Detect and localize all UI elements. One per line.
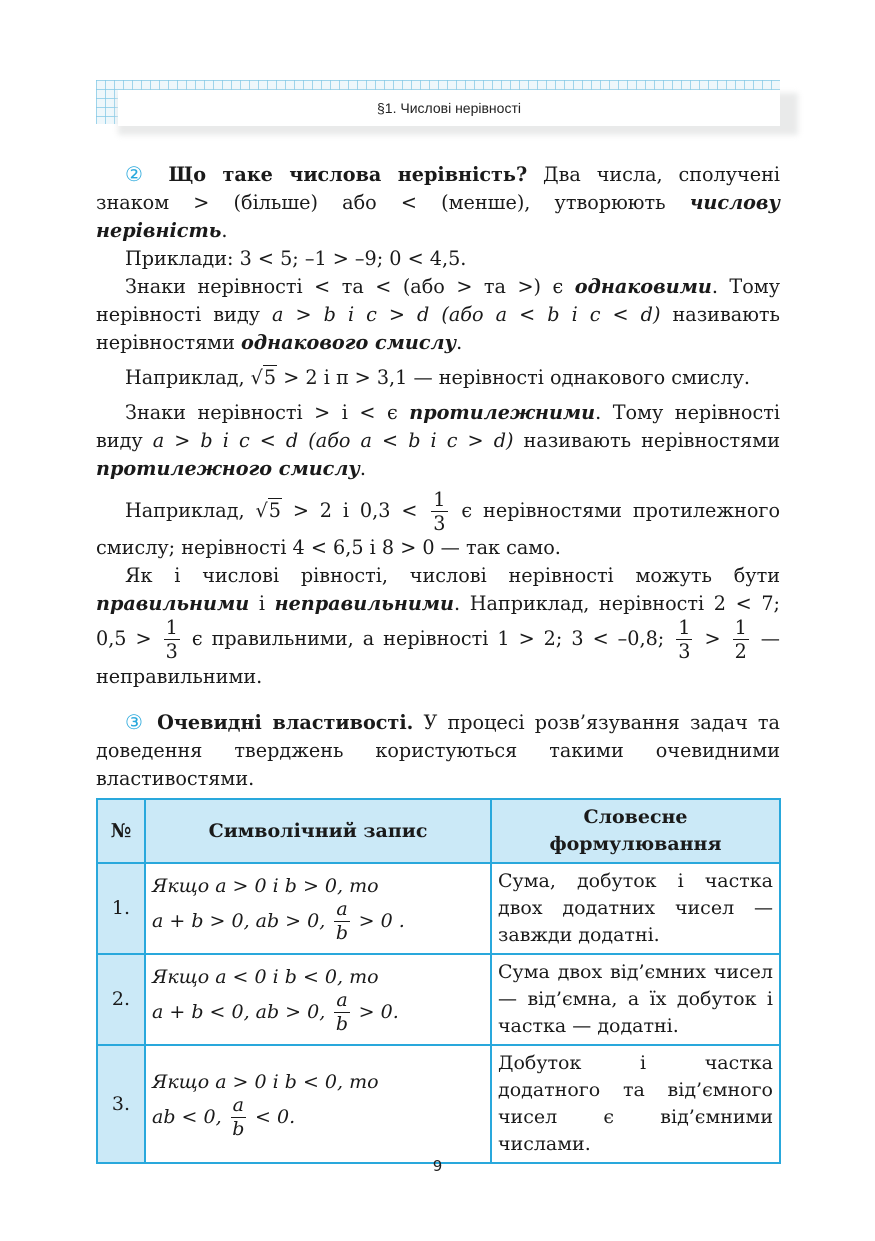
symbolic-cell: Якщо a > 0 і b < 0, то ab < 0, $\frac{a}{b}$ < 0. [145, 1045, 491, 1163]
verbal-cell: Добуток і частка додатного та від’ємного чисел є від’ємними числами. [491, 1045, 780, 1163]
paragraph-true-false: Як і числові рівності, числові нерівності можуть бути правильними і неправильними. Наприклад, нерівності 2 < 7; 0,5 > $\frac{1}{3}$ є правильними, а нерівності 1 > 2; 3 < –0,8; $\frac{1}{3}$ > $\frac{1}{2}$ — неправильними. [96, 564, 780, 688]
fraction: $\frac{1}{2}$ [734, 616, 747, 664]
paragraph-example-same: Наприклад, √5 > 2 і π > 3,1 — нерівності однакового смислу. [96, 364, 780, 392]
paragraph-examples: Приклади: 3 < 5; –1 > –9; 0 < 4,5. [125, 247, 467, 270]
table-row [97, 1045, 780, 1163]
page-number: 9 [432, 1157, 443, 1175]
paragraph-same-sense: Знаки нерівності < та < (або > та >) є однаковими. Тому нерівності виду a > b і c > d (або a < b і c < d) називають нерівностями однакового смислу. [96, 275, 780, 354]
fraction: $\frac{1}{3}$ [678, 616, 691, 664]
fraction: $\frac{a}{b}$ [335, 898, 349, 944]
section-heading-3: Очевидні властивості. [157, 711, 414, 734]
section-2 [96, 160, 780, 691]
paragraph-definition: ② Що таке числова нерівність? Два числа, сполучені знаком > (більше) або < (менше), утворюють числову нерівність. [96, 162, 780, 242]
section-marker-3: ③ [125, 710, 147, 734]
sqrt-expression: √5 [250, 366, 277, 389]
term-same-sense: однакового смислу [240, 331, 457, 354]
table-row [97, 863, 780, 954]
table-header-symbolic: Символічний запис [145, 799, 491, 863]
term-same: однаковими [574, 275, 712, 298]
fraction: $\frac{1}{3}$ [433, 488, 446, 536]
running-header [118, 90, 780, 126]
term-true: правильними [96, 592, 250, 616]
section-3 [96, 708, 780, 793]
section-marker-2: ② [125, 162, 153, 186]
term-opposite-sense: протилежного смислу [96, 457, 360, 480]
row-number: 1. [97, 863, 145, 954]
row-number: 3. [97, 1045, 145, 1163]
paragraph-opposite: Знаки нерівності > і < є протилежними. Тому нерівності виду a > b і c < d (або a < b і c > d) називають нерівностями протилежного смислу. [96, 401, 780, 480]
fraction: $\frac{a}{b}$ [232, 1093, 245, 1140]
row-number: 2. [97, 954, 145, 1045]
table-row [97, 954, 780, 1045]
verbal-cell: Сума двох від’ємних чисел — від’ємна, а їх добуток і частка — додатні. [491, 954, 780, 1045]
table-header-number: № [97, 799, 145, 863]
paragraph-obvious-properties: ③ Очевидні властивості. У процесі розв’язування задач та доведення тверджень користуються такими очевидними властивостями. [96, 710, 780, 790]
paragraph-example-opposite: Наприклад, √5 > 2 і 0,3 < $\frac{1}{3}$ є нерівностями протилежного смислу; нерівності 4 < 6,5 і 8 > 0 — так само. [96, 488, 780, 560]
term-numeric-inequality: числову нерівність [96, 191, 780, 242]
symbolic-cell: Якщо a < 0 і b < 0, то a + b < 0, ab > 0, $\frac{a}{b}$ > 0. [145, 954, 491, 1045]
sqrt-expression: √5 [255, 499, 281, 523]
section-heading-2: Що таке числова нерівність? [168, 163, 528, 186]
symbolic-cell: Якщо a > 0 і b > 0, то a + b > 0, ab > 0, $\frac{a}{b}$ > 0 . [145, 863, 491, 954]
term-false: неправильними [274, 592, 454, 616]
term-opposite: протилежними [409, 401, 596, 424]
properties-table [96, 798, 781, 1164]
table-header-verbal: Словесне формулювання [491, 799, 780, 863]
running-header-title: §1. Числові нерівності [377, 100, 521, 116]
fraction: $\frac{1}{3}$ [165, 616, 178, 664]
verbal-cell: Сума, добуток і частка двох додатних чисел — завжди додатні. [491, 863, 780, 954]
fraction: $\frac{a}{b}$ [335, 989, 349, 1035]
table-header-row [97, 799, 780, 863]
